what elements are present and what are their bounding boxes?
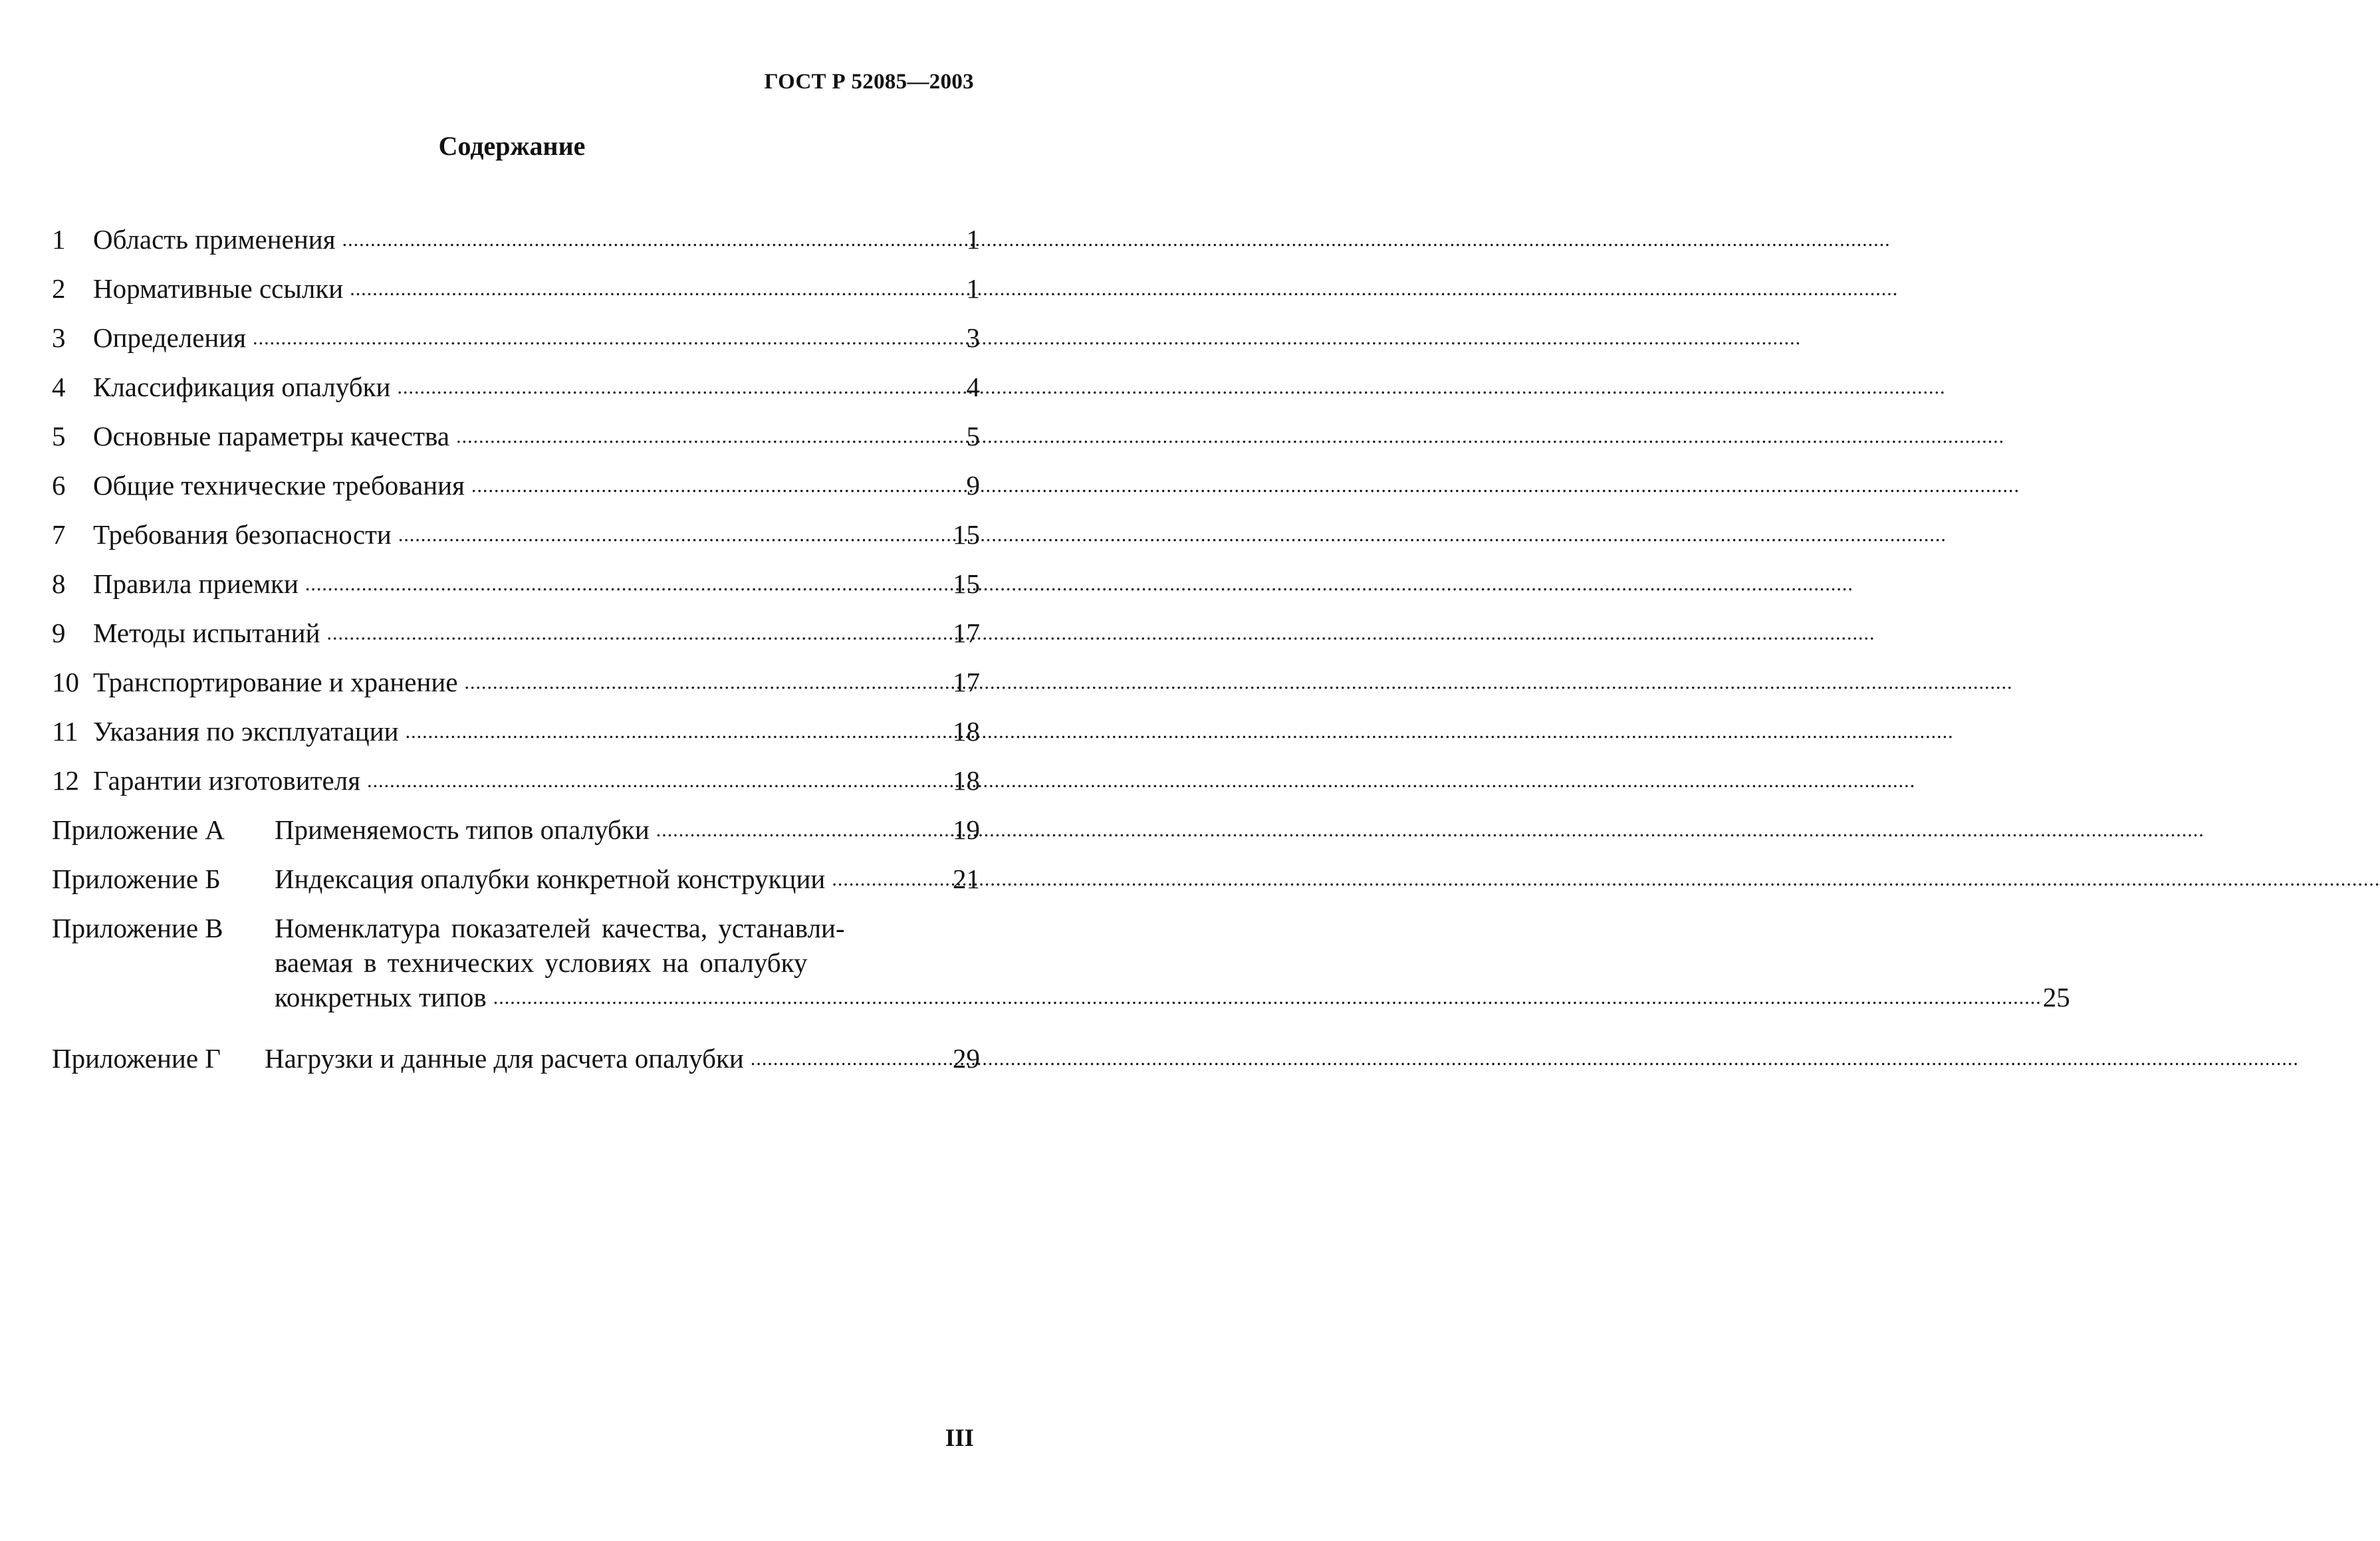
appendix-title-block (275, 911, 2070, 1014)
toc-entry-title: Общие технические требования (93, 470, 465, 501)
toc-entry-number: 6 (52, 470, 66, 501)
toc-entry-number: 7 (52, 519, 66, 550)
toc-entry-number: 3 (52, 322, 66, 353)
dot-leader (493, 977, 2042, 1015)
toc-entry-page: 1 (966, 224, 980, 255)
table-of-contents (52, 222, 2070, 1090)
dot-leader (350, 269, 965, 306)
appendix-title: Индексация опалубки конкретной конструкции (275, 864, 826, 894)
appendix-title-line: Номенклатура показателей качества, устанавли- (275, 913, 845, 943)
appendix-title-line: ваемая в технических условиях на опалубку (275, 947, 808, 978)
toc-entry-page: 9 (966, 470, 980, 501)
dot-leader (456, 416, 965, 454)
toc-appendix-b[interactable] (52, 862, 980, 911)
dot-leader (465, 662, 951, 700)
toc-entry-10[interactable] (52, 665, 980, 714)
page-title: Содержание (438, 131, 586, 161)
dot-leader (327, 613, 951, 651)
appendix-page: 29 (953, 1043, 980, 1074)
dot-leader (367, 761, 951, 798)
toc-entry-number: 11 (52, 716, 78, 747)
page-number: III (945, 1425, 974, 1452)
toc-entry-8[interactable] (52, 566, 980, 616)
toc-entry-title: Основные параметры качества (93, 421, 450, 451)
dot-leader (305, 564, 951, 602)
appendix-prefix: Приложение А (52, 814, 225, 845)
toc-entry-number: 5 (52, 421, 66, 451)
dot-leader (398, 515, 951, 552)
toc-entry-number: 12 (52, 765, 79, 796)
toc-appendix-v[interactable] (52, 911, 2070, 1041)
toc-entry-page: 18 (953, 765, 980, 796)
toc-entry-number: 2 (52, 273, 66, 304)
appendix-title: Нагрузки и данные для расчета опалубки (265, 1043, 744, 1074)
toc-entry-page: 18 (953, 716, 980, 747)
toc-entry-title: Транспортирование и хранение (93, 667, 458, 697)
toc-entry-number: 1 (52, 224, 66, 255)
toc-entry-number: 8 (52, 568, 66, 599)
toc-entry-number: 10 (52, 667, 79, 697)
toc-entry-page: 3 (966, 322, 980, 353)
toc-entry-title: Нормативные ссылки (93, 273, 344, 304)
dot-leader (656, 810, 951, 848)
toc-entry-3[interactable] (52, 320, 980, 370)
appendix-page: 21 (953, 864, 980, 894)
toc-entry-4[interactable] (52, 370, 980, 419)
appendix-page: 19 (953, 814, 980, 845)
toc-entry-12[interactable] (52, 763, 980, 812)
document-code: ГОСТ Р 52085—2003 (764, 70, 974, 94)
dot-leader (471, 465, 965, 503)
appendix-page: 25 (2042, 982, 2070, 1012)
toc-entry-title: Классификация опалубки (93, 372, 391, 402)
toc-entry-6[interactable] (52, 468, 980, 517)
appendix-prefix: Приложение В (52, 913, 223, 943)
dot-leader (751, 1038, 951, 1076)
dot-leader (832, 859, 951, 897)
appendix-title-last-line (275, 980, 2070, 1014)
dot-leader (253, 318, 965, 356)
appendix-prefix: Приложение Г (52, 1043, 221, 1074)
toc-entry-page: 5 (966, 421, 980, 451)
appendix-prefix: Приложение Б (52, 864, 221, 894)
appendix-title-line: конкретных типов (275, 982, 487, 1012)
toc-entry-page: 1 (966, 273, 980, 304)
toc-entry-11[interactable] (52, 714, 980, 763)
toc-entry-5[interactable] (52, 419, 980, 468)
toc-entry-number: 9 (52, 618, 66, 648)
toc-entry-7[interactable] (52, 517, 980, 566)
appendix-title: Применяемость типов опалубки (275, 814, 650, 845)
toc-entry-title: Правила приемки (93, 568, 298, 599)
toc-entry-2[interactable] (52, 271, 980, 320)
toc-entry-title: Гарантии изготовителя (93, 765, 361, 796)
toc-entry-page: 15 (953, 568, 980, 599)
toc-entry-page: 15 (953, 519, 980, 550)
toc-entry-1[interactable] (52, 222, 980, 271)
toc-entry-title: Определения (93, 322, 247, 353)
toc-entry-title: Методы испытаний (93, 618, 320, 648)
toc-entry-9[interactable] (52, 616, 980, 665)
toc-appendix-a[interactable] (52, 812, 980, 862)
toc-entry-title: Область применения (93, 224, 336, 255)
toc-entry-title: Требования безопасности (93, 519, 392, 550)
toc-entry-page: 4 (966, 372, 980, 402)
dot-leader (342, 219, 965, 257)
dot-leader (406, 711, 951, 749)
toc-entry-page: 17 (953, 618, 980, 648)
toc-entry-title: Указания по эксплуатации (93, 716, 399, 747)
toc-entry-number: 4 (52, 372, 66, 402)
toc-appendix-g[interactable] (52, 1041, 980, 1090)
toc-entry-page: 17 (953, 667, 980, 697)
dot-leader (397, 367, 965, 405)
